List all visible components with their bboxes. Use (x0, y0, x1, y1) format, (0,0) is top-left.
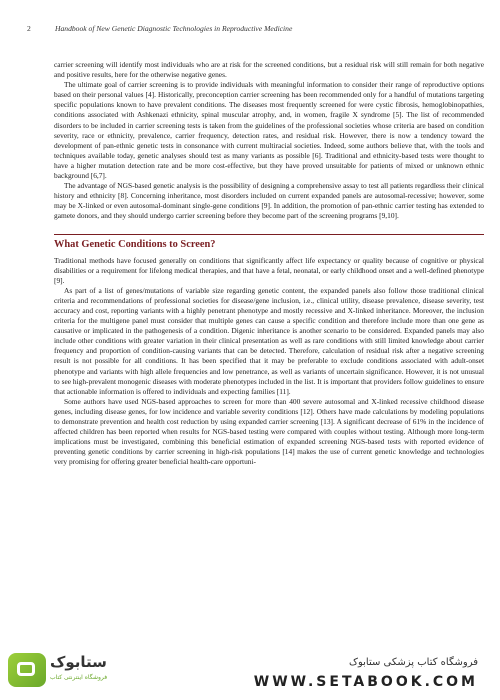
watermark-band (0, 646, 500, 700)
page-content (54, 60, 484, 467)
body-paragraph: Traditional methods have focused generally on conditions that significantly affect life expectancy or quality because of cognitive or physical disabilities or a requirement for lifelong medical therapies, and that have a fetal, neonatal, or early childhood onset and a well-defined phenotype [9]. (54, 255, 484, 285)
book-logo-icon (8, 653, 46, 687)
body-paragraph: carrier screening will identify most individuals who are at risk for the screened conditions, but a residual risk will still remain for both negative and positive results, here for the otherwise negative genes. (54, 60, 484, 80)
logo-title: ستابوک (50, 653, 107, 671)
page-number: 2 (27, 24, 31, 33)
section (54, 234, 484, 468)
section-title: What Genetic Conditions to Screen? (54, 238, 216, 250)
body-paragraph: The ultimate goal of carrier screening is to provide individuals with meaningful information to consider their range of reproductive options based on their personal values [4]. Historically, preconception carrier screening has been recommended only for a handful of mutations targeting specific populations known to have prevalent conditions. The diseases most frequently screened for were cystic fibrosis, hemoglobinopathies, conditions associated with Ashkenazi ethnicity, spinal muscular atrophy, and, in women, fragile X syndrome [5]. The list of recommended disorders to be included in carrier screening tests is taken from the guidelines of the professional societies whose criteria are based on condition severity, race or ethnicity, prevalence, carrier frequency, detection rates, and residual risk. However, there is now a tendency toward the development of pan-ethnic genetic tests in consonance with current multiracial societies. Indeed, some authors believe that, with the tools and techniques available today, genetic analyses should test as many variants as possible [6]. Traditional and ethnicity-based tests were thought to have a higher mutation detection rate and be more cost-effective, but they have proved unsuitable for patients of mixed or unknown ethnic background [6,7]. (54, 80, 484, 181)
body-paragraph: Some authors have used NGS-based approaches to screen for more than 400 severe autosomal and X-linked recessive childhood disease genes, including disease genes, for low incidence and variable severity conditions [12]. Others have made calculations by modeling populations to demonstrate prevention and health cost reduction by using expanded carrier screening [13]. A significant decrease of 61% in the incidence of affected children has been reported when results for NGS-based testing were compared with couples without testing. Although more long-term implications must be investigated, combining this beneficial estimation of expanded screening NGS-based tests with reported evidence of preventing genetic conditions by carrier screening in high-risk populations [14] makes the use of current genetic knowledge and technologies very promising for offering greater beneficial health-care opportuni- (54, 396, 484, 467)
body-paragraph: As part of a list of genes/mutations of variable size regarding genetic content, the expanded panels also follow those traditional clinical criteria and recommendations of professional societies for disease/gene inclusion, i.e., clinical utility, disease prevalence, disease severity, test accuracy and cost, reporting variants with a highly penetrant phenotype and mostly recessive and X-linked inheritance. Moreover, the inclusion criteria for the multigene panel must consider that multiple genes can cause a specific condition and therefore include more than one gene as causative or implicated in the pathogenesis of a condition. Digenic inheritance is another scenario to be considered. Expanded panels may also include other conditions with greater variation in their clinical presentation as well as rare conditions with still limited knowledge about carrier frequency and proportion of condition-causing variants that can be detected. Therefore, calculation of residual risk after a negative screening result is not possible for all conditions. It has been specified that it may be preferable to exclude conditions associated with adult-onset phenotype and variants with high allele frequencies and low penetrance, as well as variants of uncertain significance. However, it is not unusual to see high-prevalent monogenic diseases with moderate phenotypes included in the list. It is important that providers follow guidelines to ensure that actionable information is offered to individuals and expecting families [11]. (54, 285, 484, 396)
setabook-logo (8, 650, 108, 690)
body-paragraph: The advantage of NGS-based genetic analysis is the possibility of designing a comprehensive assay to test all patients regardless their clinical history and ethnicity [8]. Concerning inheritance, most disorders included on current expanded panels are autosomal-recessive; however, some may be X-linked or even autosomal-dominant single-gene conditions [9]. In addition, the promotion of pan-ethnic carrier testing has extended to gamete donors, and they should undergo carrier screening before they become part of the screening programs [9,10]. (54, 181, 484, 221)
watermark-site-url: WWW.SETABOOK.COM (253, 674, 478, 690)
logo-text (50, 654, 107, 686)
running-header (27, 24, 486, 33)
watermark-site-name: فروشگاه کتاب پزشکی ستابوک (349, 657, 478, 668)
running-title: Handbook of New Genetic Diagnostic Technologies in Reproductive Medicine (55, 24, 293, 33)
logo-subtitle: فروشگاه اینترنتی کتاب (50, 674, 108, 681)
